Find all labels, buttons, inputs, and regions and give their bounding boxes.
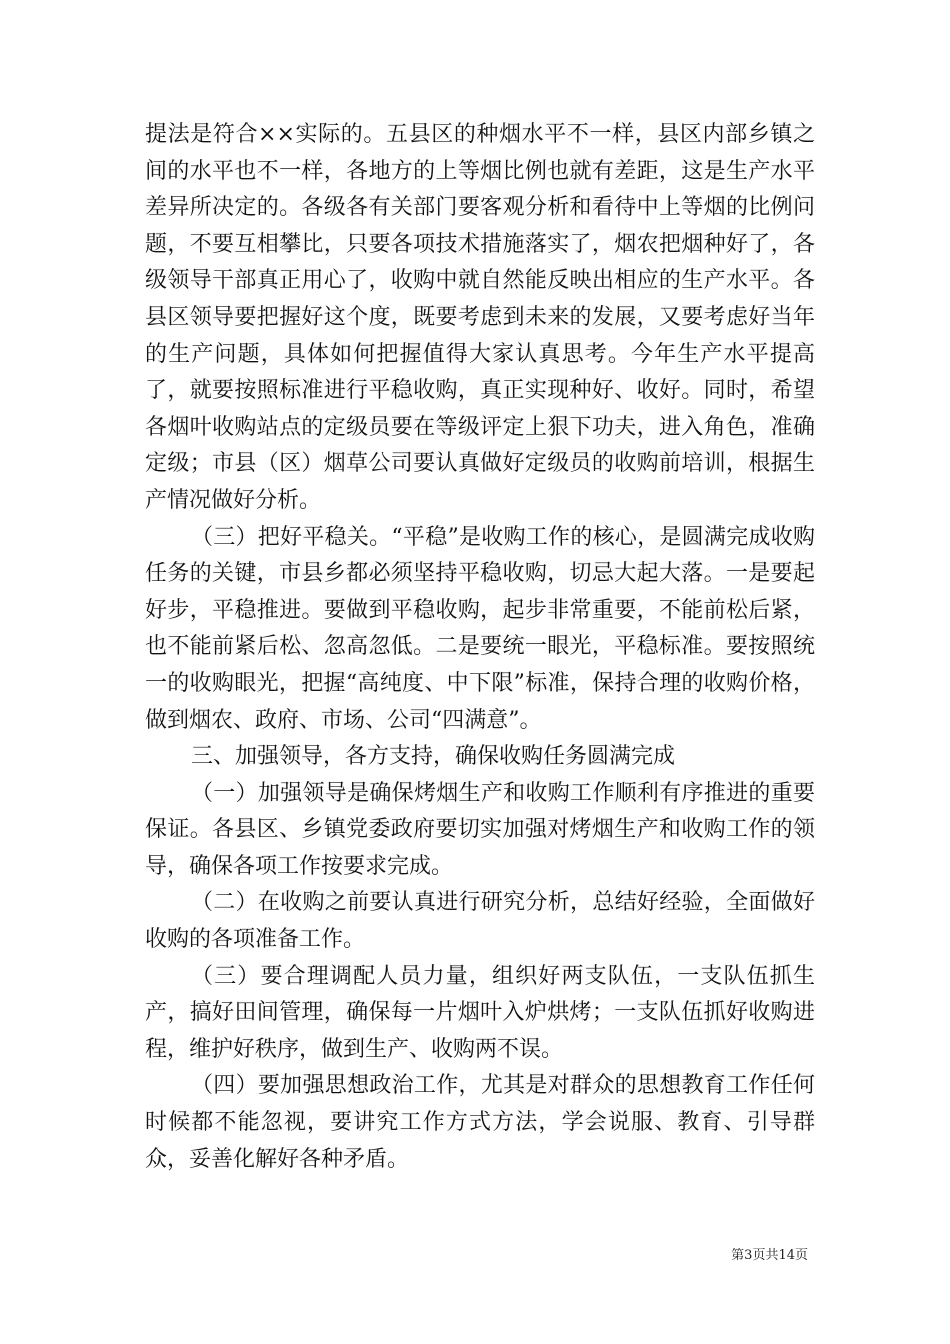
paragraph-6: （三）要合理调配人员力量，组织好两支队伍，一支队伍抓生产，搞好田间管理，确保每一片烟叶入炉烘烤；一支队伍抓好收购进程，维护好秩序，做到生产、收购两不误。 bbox=[145, 963, 815, 1062]
paragraph-7: （四）要加强思想政治工作，尤其是对群众的思想教育工作任何时候都不能忽视，要讲究工作方式方法，学会说服、教育、引导群众，妥善化解好各种矛盾。 bbox=[145, 1073, 815, 1172]
paragraph-2: （三）把好平稳关。“平稳”是收购工作的核心，是圆满完成收购任务的关键，市县乡都必须坚持平稳收购，切忌大起大落。一是要起好步，平稳推进。要做到平稳收购，起步非常重要，不能前松后紧，也不能前紧后松、忽高忽低。二是要统一眼光，平稳标准。要按照统一的收购眼光，把握“高纯度、中下限”标准，保持合理的收购价格，做到烟农、政府、市场、公司“四满意”。 bbox=[145, 524, 815, 733]
document-body bbox=[145, 117, 815, 1178]
paragraph-4: （一）加强领导是确保烤烟生产和收购工作顺利有序推进的重要保证。各县区、乡镇党委政府要切实加强对烤烟生产和收购工作的领导，确保各项工作按要求完成。 bbox=[145, 780, 815, 879]
paragraph-5: （二）在收购之前要认真进行研究分析，总结好经验，全面做好收购的各项准备工作。 bbox=[145, 890, 815, 953]
paragraph-1: 提法是符合××实际的。五县区的种烟水平不一样，县区内部乡镇之间的水平也不一样，各地方的上等烟比例也就有差距，这是生产水平差异所决定的。各级各有关部门要客观分析和看待中上等烟的比例问题，不要互相攀比，只要各项技术措施落实了，烟农把烟种好了，各级领导干部真正用心了，收购中就自然能反映出相应的生产水平。各县区领导要把握好这个度，既要考虑到未来的发展，又要考虑好当年的生产问题，具体如何把握值得大家认真思考。今年生产水平提高了，就要按照标准进行平稳收购，真正实现种好、收好。同时，希望各烟叶收购站点的定级员要在等级评定上狠下功夫，进入角色，准确定级；市县（区）烟草公司要认真做好定级员的收购前培训，根据生产情况做好分析。 bbox=[145, 122, 815, 513]
page-number-footer: 第3页共14页 bbox=[731, 1248, 808, 1263]
section-heading-3: 三、加强领导，各方支持，确保收购任务圆满完成 bbox=[191, 744, 676, 770]
